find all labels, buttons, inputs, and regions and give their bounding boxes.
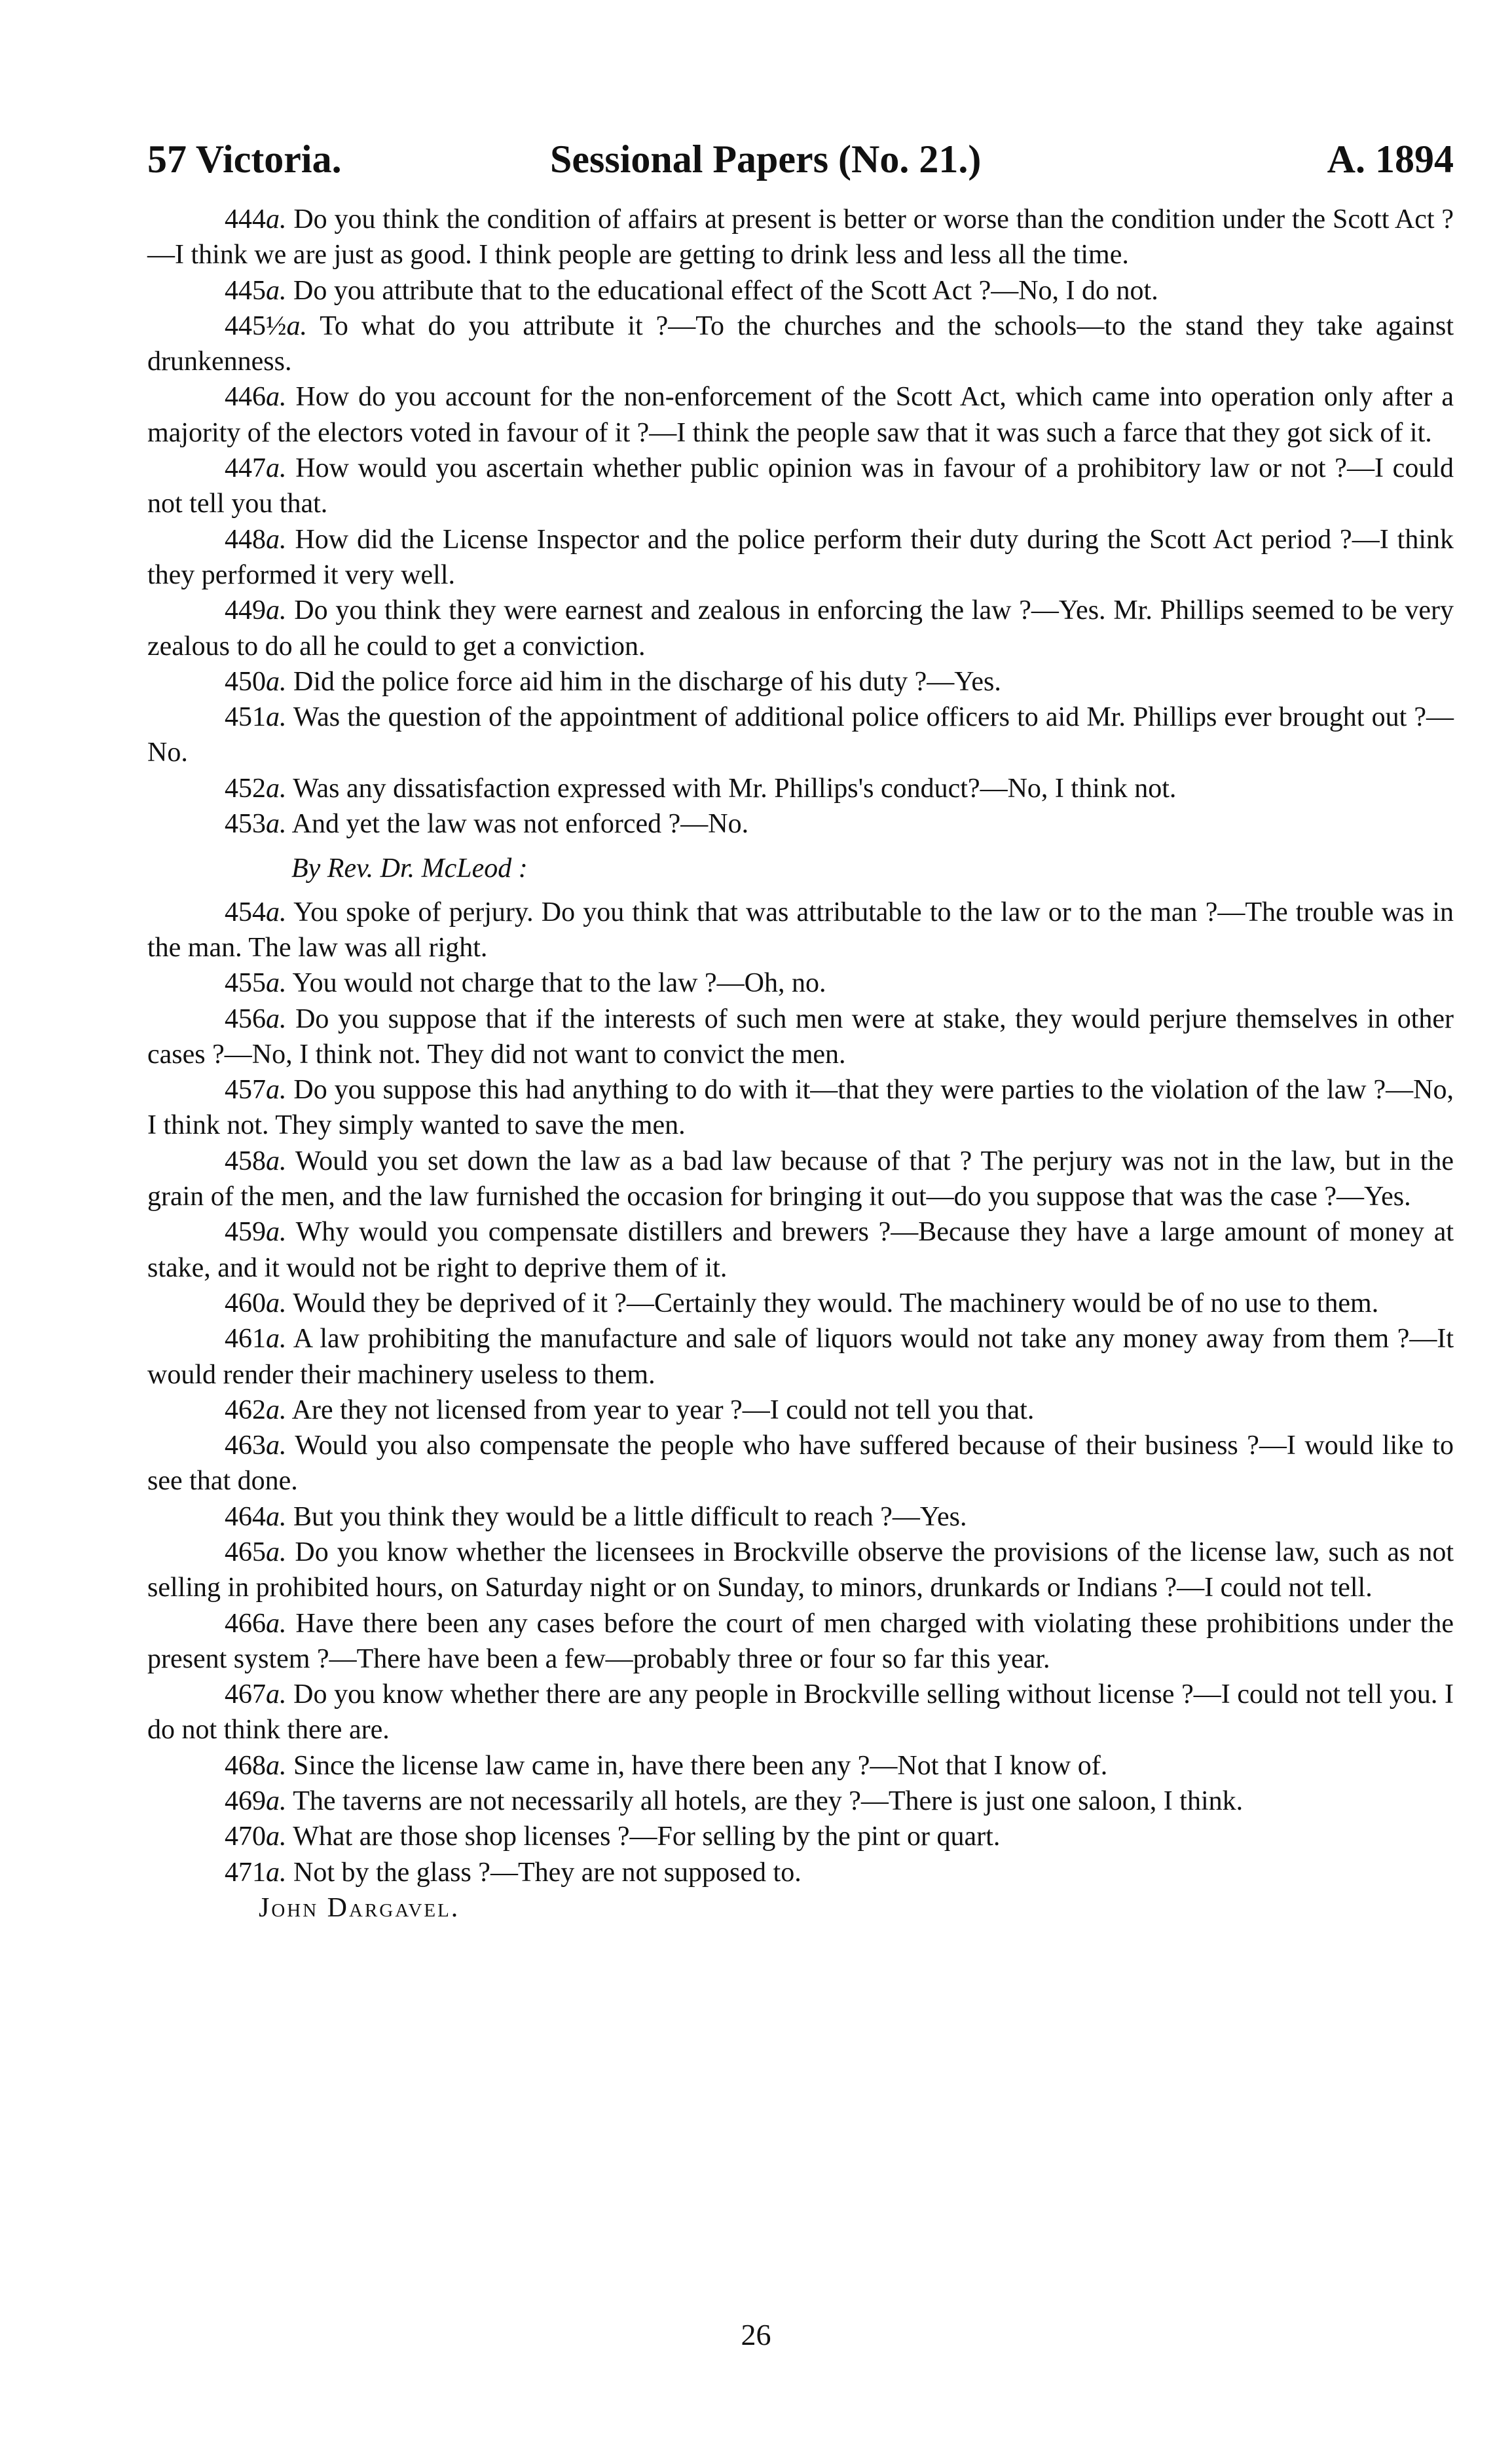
question-text: How would you ascertain whether public opinion was in favour of a prohibitory law or not ?—I could not tell you that.	[147, 453, 1454, 519]
question-text: Since the license law came in, have there been any ?—Not that I know of.	[286, 1750, 1108, 1781]
witness-signature: John Dargavel.	[259, 1892, 460, 1923]
question-text: Would you also compensate the people who have suffered because of their business ?—I would like to see that done.	[147, 1430, 1454, 1497]
question-number: 468a.	[225, 1750, 287, 1781]
question-paragraph	[147, 379, 1454, 451]
question-text: Do you think they were earnest and zealous in enforcing the law ?—Yes. Mr. Phillips seemed to be very zealous to do all he could to get a conviction.	[147, 595, 1454, 662]
question-text: What are those shop licenses ?—For selling by the pint or quart.	[286, 1821, 1001, 1852]
question-paragraph	[147, 1392, 1454, 1428]
question-paragraph	[147, 806, 1454, 842]
running-header	[147, 130, 1454, 189]
question-paragraph	[147, 593, 1454, 664]
question-number: 471a.	[225, 1857, 287, 1888]
question-text: Not by the glass ?—They are not supposed to.	[286, 1857, 802, 1888]
question-text: And yet the law was not enforced ?—No.	[286, 809, 749, 840]
question-paragraph	[147, 202, 1454, 273]
question-paragraph	[147, 1321, 1454, 1392]
testimony-body	[147, 202, 1454, 1926]
question-number: 464a.	[225, 1501, 287, 1532]
question-text: Do you think the condition of affairs at present is better or worse than the condition under the Scott Act ?—I think we are just as good. I think people are getting to drink less and less all the time.	[147, 204, 1454, 271]
question-paragraph	[147, 1606, 1454, 1677]
section-heading: By Rev. Dr. McLeod :	[291, 853, 528, 884]
question-text: A law prohibiting the manufacture and sale of liquors would not take any money away from them ?—It would render their machinery useless to them.	[147, 1324, 1454, 1390]
question-number: 458a.	[225, 1146, 287, 1176]
question-number: 455a.	[225, 968, 287, 999]
question-number: 452a.	[225, 773, 287, 804]
question-text: The taverns are not necessarily all hotels, are they ?—There is just one saloon, I think.	[286, 1786, 1244, 1817]
question-number: 460a.	[225, 1288, 287, 1318]
question-text: Do you suppose this had anything to do with it—that they were parties to the violation of the law ?—No, I think not. They simply wanted to save the men.	[147, 1075, 1454, 1141]
question-number: 449a.	[225, 595, 287, 626]
question-text: Have there been any cases before the court of men charged with violating these prohibitions under the present system ?—There have been a few—probably three or four so far this year.	[147, 1608, 1454, 1674]
question-text: Do you know whether there are any people in Brockville selling without license ?—I could not tell you. I do not think there are.	[147, 1679, 1454, 1746]
question-number: 454a.	[225, 897, 287, 927]
question-text: Was any dissatisfaction expressed with Mr. Phillips's conduct?—No, I think not.	[286, 773, 1177, 804]
question-number: 462a.	[225, 1394, 287, 1425]
header-volume: 57 Victoria.	[147, 138, 342, 181]
question-text: How did the License Inspector and the police perform their duty during the Scott Act period ?—I think they performed it very well.	[147, 524, 1454, 590]
header-title: Sessional Papers (No. 21.)	[550, 138, 982, 181]
question-number: 456a.	[225, 1003, 287, 1034]
question-number: 445a.	[225, 275, 287, 306]
question-number: 451a.	[225, 702, 287, 733]
question-number: 453a.	[225, 809, 287, 840]
page-number: 26	[741, 2318, 771, 2351]
question-text: Was the question of the appointment of additional police officers to aid Mr. Phillips ever brought out ?—No.	[147, 702, 1454, 768]
testimony-block-1	[147, 202, 1454, 842]
question-text: You would not charge that to the law ?—Oh, no.	[286, 968, 826, 999]
question-number: 457a.	[225, 1075, 287, 1106]
question-number: 467a.	[225, 1679, 287, 1710]
question-text: Why would you compensate distillers and brewers ?—Because they have a large amount of money at stake, and it would not be right to deprive them of it.	[147, 1217, 1454, 1283]
question-paragraph	[147, 308, 1454, 380]
question-text: Did the police force aid him in the discharge of his duty ?—Yes.	[286, 666, 1001, 697]
question-paragraph	[147, 1499, 1454, 1535]
question-paragraph	[147, 771, 1454, 806]
question-paragraph	[147, 1855, 1454, 1890]
question-number: 447a.	[225, 453, 287, 484]
question-paragraph	[147, 664, 1454, 700]
question-text: Do you attribute that to the educational effect of the Scott Act ?—No, I do not.	[286, 275, 1158, 306]
question-number: 450a.	[225, 666, 287, 697]
question-number: 469a.	[225, 1786, 287, 1817]
question-paragraph	[147, 700, 1454, 771]
question-text: Do you know whether the licensees in Brockville observe the provisions of the license law, such as not selling in prohibited hours, on Saturday night or on Sunday, to minors, drunkards or Indians ?—I could not tell.	[147, 1537, 1454, 1603]
question-paragraph	[147, 1677, 1454, 1748]
question-paragraph	[147, 1214, 1454, 1286]
question-paragraph	[147, 1819, 1454, 1854]
question-text: Do you suppose that if the interests of such men were at stake, they would perjure themselves in other cases ?—No, I think not. They did not want to convict the men.	[147, 1003, 1454, 1070]
question-text: Are they not licensed from year to year ?—I could not tell you that.	[286, 1394, 1035, 1425]
question-paragraph	[147, 1784, 1454, 1819]
question-paragraph	[147, 895, 1454, 966]
question-text: How do you account for the non-enforcement of the Scott Act, which came into operation only after a majority of the electors voted in favour of it ?—I think the people saw that it was such a farce that they got sick of it.	[147, 382, 1454, 448]
question-paragraph	[147, 522, 1454, 593]
question-text: Would they be deprived of it ?—Certainly they would. The machinery would be of no use to them.	[286, 1288, 1379, 1318]
question-number: 444a.	[225, 204, 287, 234]
question-paragraph	[147, 1072, 1454, 1144]
question-number: 459a.	[225, 1217, 287, 1248]
question-text: You spoke of perjury. Do you think that was attributable to the law or to the man ?—The trouble was in the man. The law was all right.	[147, 897, 1454, 963]
header-year: A. 1894	[1327, 138, 1454, 181]
question-paragraph	[147, 451, 1454, 522]
question-number: 465a.	[225, 1537, 287, 1567]
question-number: 466a.	[225, 1608, 287, 1639]
question-paragraph	[147, 1001, 1454, 1073]
question-paragraph	[147, 1428, 1454, 1499]
question-number: 463a.	[225, 1430, 287, 1461]
question-paragraph	[147, 1535, 1454, 1606]
question-paragraph	[147, 273, 1454, 308]
question-number: 446a.	[225, 382, 287, 413]
question-number: 448a.	[225, 524, 287, 555]
question-number: 461a.	[225, 1324, 287, 1354]
question-paragraph	[147, 1144, 1454, 1215]
question-paragraph	[147, 1748, 1454, 1784]
question-text: Would you set down the law as a bad law because of that ? The perjury was not in the law, but in the grain of the men, and the law furnished the occasion for bringing it out—do you suppose that was the case ?—Yes.	[147, 1146, 1454, 1212]
question-text: But you think they would be a little difficult to reach ?—Yes.	[286, 1501, 967, 1532]
question-paragraph	[147, 1286, 1454, 1321]
question-text: To what do you attribute it ?—To the churches and the schools—to the stand they take against drunkenness.	[147, 310, 1454, 377]
question-number: 445½a.	[225, 310, 307, 341]
question-number: 470a.	[225, 1821, 287, 1852]
question-paragraph	[147, 965, 1454, 1001]
testimony-block-2	[147, 895, 1454, 1890]
